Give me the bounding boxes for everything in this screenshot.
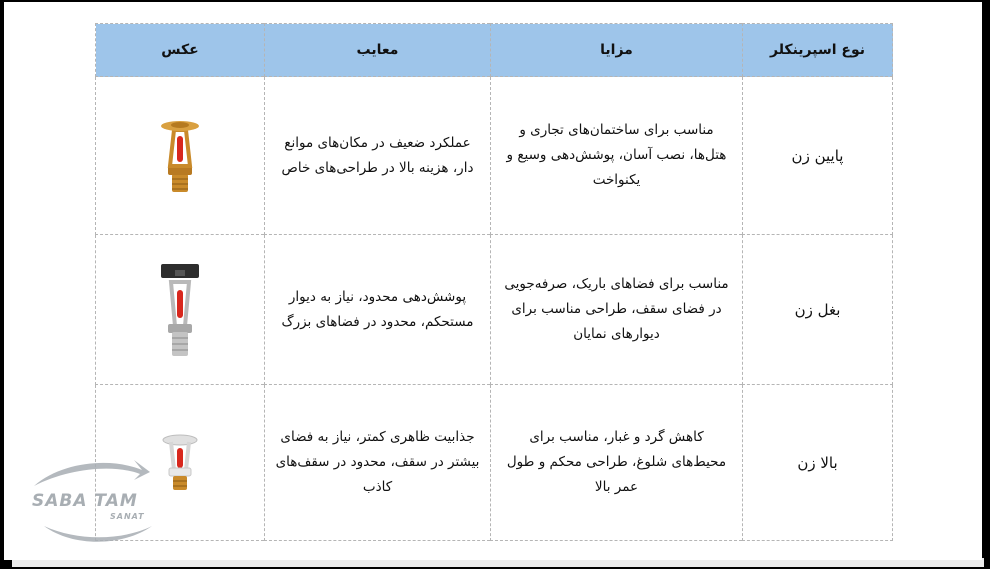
table-header-row xyxy=(96,24,893,77)
row-photo xyxy=(96,77,265,235)
header-photo: عکس xyxy=(96,24,265,77)
header-type: نوع اسپرینکلر xyxy=(743,24,893,77)
row-pros: مناسب برای فضاهای باریک، صرفه‌جویی در فضای سقف، طراحی مناسب برای دیوارهای نمایان xyxy=(491,235,743,385)
table-row xyxy=(96,385,893,541)
header-cons: معایب xyxy=(265,24,491,77)
row-pros: مناسب برای ساختمان‌های تجاری و هتل‌ها، نصب آسان، پوشش‌دهی وسیع و یکنواخت xyxy=(491,77,743,235)
pendent-sprinkler-icon xyxy=(155,116,205,196)
sprinkler-comparison-table xyxy=(95,23,893,541)
page-edge xyxy=(12,558,984,567)
row-cons: پوشش‌دهی محدود، نیاز به دیوار مستحکم، محدود در فضاهای بزرگ xyxy=(265,235,491,385)
row-cons: جذابیت ظاهری کمتر، نیاز به فضای بیشتر در سقف، محدود در سقف‌های کاذب xyxy=(265,385,491,541)
row-cons: عملکرد ضعیف در مکان‌های موانع دار، هزینه بالا در طراحی‌های خاص xyxy=(265,77,491,235)
row-type: بغل زن xyxy=(743,235,893,385)
header-pros: مزایا xyxy=(491,24,743,77)
table-row xyxy=(96,77,893,235)
watermark-sub: SANAT xyxy=(110,512,145,521)
table-row xyxy=(96,235,893,385)
upright-sprinkler-icon xyxy=(160,434,200,492)
brand-watermark xyxy=(24,456,164,551)
row-pros: کاهش گرد و غبار، مناسب برای محیط‌های شلوغ، طراحی محکم و طول عمر بالا xyxy=(491,385,743,541)
sidewall-sprinkler-icon xyxy=(155,260,205,360)
row-type: بالا زن xyxy=(743,385,893,541)
row-type: پایین زن xyxy=(743,77,893,235)
watermark-brand: SABA TAM xyxy=(32,491,138,511)
row-photo xyxy=(96,235,265,385)
